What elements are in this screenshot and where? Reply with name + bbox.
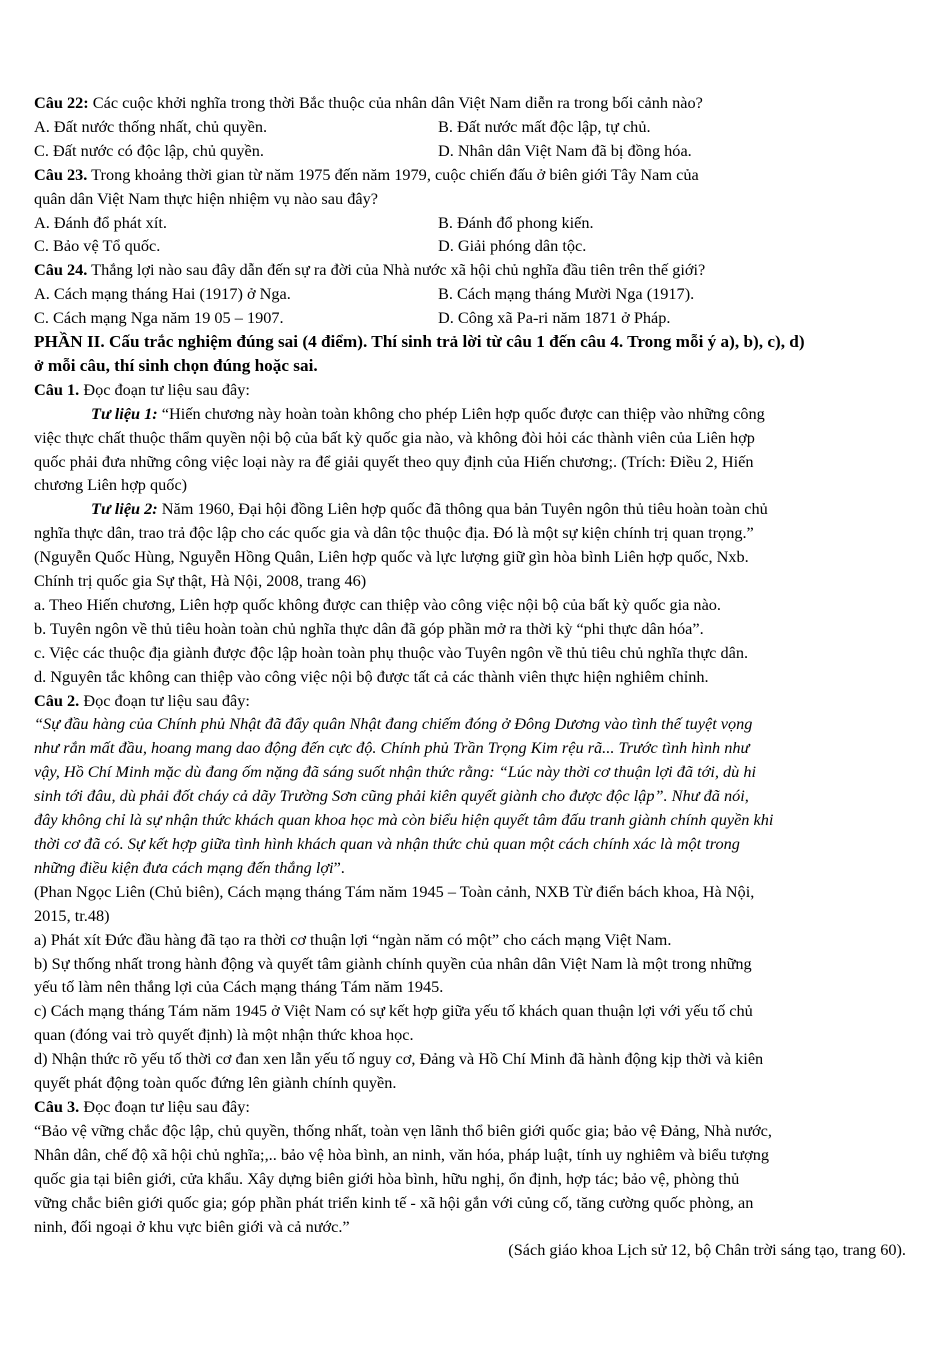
option-d: D. Công xã Pa-ri năm 1871 ở Pháp. <box>438 308 671 328</box>
citation: (Sách giáo khoa Lịch sử 12, bộ Chân trời sáng tạo, trang 60). <box>508 1240 906 1260</box>
options-row <box>34 234 906 258</box>
source-2: Tư liệu 2: Năm 1960, Đại hội đồng Liên hợp quốc đã thông qua bản Tuyên ngôn thủ tiêu hoàn toàn chủ <box>91 499 768 519</box>
question-label: Câu 22: <box>34 93 89 112</box>
question-intro: Đọc đoạn tư liệu sau đây: <box>79 379 250 399</box>
quote-line: đây không chỉ là sự nhận thức khách quan khoa học mà còn biểu hiện quyết tâm đấu tranh giành chính quyền khi <box>34 810 774 830</box>
document-page <box>34 91 906 1262</box>
options-row <box>34 306 906 330</box>
source-1-line: việc thực chất thuộc thẩm quyền nội bộ của bất kỳ quốc gia nào, và không đòi hỏi các thành viên của Liên hợp <box>34 427 755 447</box>
statement-d: d) Nhận thức rõ yếu tố thời cơ đan xen lẫn yếu tố nguy cơ, Đảng và Hồ Chí Minh đã hành động kịp thời và kiên <box>34 1049 764 1069</box>
question-23 <box>34 163 906 187</box>
statement-a: a. Theo Hiến chương, Liên hợp quốc không được can thiệp vào công việc nội bộ của bất kỳ quốc gia nào. <box>34 594 722 614</box>
question-1 <box>34 378 906 402</box>
quote-line: như rắn mất đầu, hoang mang dao động đến cực độ. Chính phủ Trần Trọng Kim rệu rã... Trước tình hình như <box>34 738 750 758</box>
quote-line: vậy, Hồ Chí Minh mặc dù đang ốm nặng đã sáng suốt nhận thức rằng: “Lúc này thời cơ thuận lợi đã tới, dù hi <box>34 762 756 782</box>
quote-line: sinh tới đâu, dù phải đốt cháy cả dãy Trường Sơn cũng phải kiên quyết giành cho được độc lập”. Như đã nói, <box>34 786 749 806</box>
question-intro: Đọc đoạn tư liệu sau đây: <box>79 690 250 710</box>
quote-line: quốc gia tại biên giới, cửa khẩu. Xây dựng biên giới hòa bình, hữu nghị, ổn định, hợp tác; bảo vệ, phòng thủ <box>34 1168 740 1188</box>
question-text: Trong khoảng thời gian từ năm 1975 đến năm 1979, cuộc chiến đấu ở biên giới Tây Nam của <box>87 164 699 184</box>
source-1: Tư liệu 1: “Hiến chương này hoàn toàn không cho phép Liên hợp quốc được can thiệp vào những công <box>91 403 765 423</box>
option-a: A. Cách mạng tháng Hai (1917) ở Nga. <box>34 284 291 304</box>
section-heading: PHẦN II. Cấu trắc nghiệm đúng sai (4 điểm). Thí sinh trả lời từ câu 1 đến câu 4. Trong mỗi ý a), b), c), d) <box>34 331 805 351</box>
option-b: B. Cách mạng tháng Mười Nga (1917). <box>438 284 695 304</box>
question-label: Câu 23. <box>34 164 88 184</box>
section-heading-cont: ở mỗi câu, thí sinh chọn đúng hoặc sai. <box>34 355 318 375</box>
statement-b-cont: yếu tố làm nên thắng lợi của Cách mạng tháng Tám năm 1945. <box>34 977 444 997</box>
option-c: C. Bảo vệ Tổ quốc. <box>34 236 161 256</box>
question-22 <box>34 91 906 115</box>
quote-line: những điều kiện đưa cách mạng đến thắng lợi”. <box>34 857 345 877</box>
source-2-line: Chính trị quốc gia Sự thật, Hà Nội, 2008, trang 46) <box>34 571 367 591</box>
question-intro: Đọc đoạn tư liệu sau đây: <box>79 1096 250 1116</box>
question-label: Câu 24. <box>34 260 88 280</box>
options-row <box>34 211 906 235</box>
citation: (Phan Ngọc Liên (Chủ biên), Cách mạng tháng Tám năm 1945 – Toàn cảnh, NXB Từ điển bách khoa, Hà Nội, <box>34 881 755 901</box>
source-1-line: chương Liên hợp quốc) <box>34 475 188 495</box>
source-1-line: quốc phải đưa những công việc loại này ra để giải quyết theo quy định của Hiến chương;. (Trích: Điều 2, Hiến <box>34 451 754 471</box>
option-b: B. Đánh đổ phong kiến. <box>438 212 594 232</box>
option-a: A. Đánh đổ phát xít. <box>34 212 167 232</box>
option-b: B. Đất nước mất độc lập, tự chủ. <box>438 116 651 136</box>
option-a: A. Đất nước thống nhất, chủ quyền. <box>34 116 268 136</box>
statement-d: d. Nguyên tắc không can thiệp vào công việc nội bộ được tất cả các thành viên thực hiện nghiêm chỉnh. <box>34 666 709 686</box>
option-d: D. Giải phóng dân tộc. <box>438 236 587 256</box>
source-2-line: nghĩa thực dân, trao trả độc lập cho các quốc gia và dân tộc thuộc địa. Đó là một sự kiện chính trị quan trọng.” <box>34 523 754 543</box>
statement-c: c) Cách mạng tháng Tám năm 1945 ở Việt Nam có sự kết hợp giữa yếu tố khách quan thuận lợi với yếu tố chủ <box>34 1001 753 1021</box>
question-label: Câu 3. <box>34 1096 80 1116</box>
option-d: D. Nhân dân Việt Nam đã bị đồng hóa. <box>438 140 692 160</box>
options-row <box>34 115 906 139</box>
question-text: Thắng lợi nào sau đây dẫn đến sự ra đời của Nhà nước xã hội chủ nghĩa đầu tiên trên thế giới? <box>87 260 706 280</box>
statement-c: c. Việc các thuộc địa giành được độc lập hoàn toàn phụ thuộc vào Tuyên ngôn về thủ tiêu chủ nghĩa thực dân. <box>34 642 749 662</box>
options-row <box>34 139 906 163</box>
option-c: C. Đất nước có độc lập, chủ quyền. <box>34 140 264 160</box>
question-24 <box>34 258 906 282</box>
question-2 <box>34 689 906 713</box>
question-label: Câu 2. <box>34 690 80 710</box>
question-label: Câu 1. <box>34 379 80 399</box>
quote-line: vững chắc biên giới quốc gia; góp phần phát triển kinh tế - xã hội gắn với củng cố, tăng cường quốc phòng, an <box>34 1192 754 1212</box>
question-3 <box>34 1095 906 1119</box>
statement-b: b. Tuyên ngôn về thủ tiêu hoàn toàn chủ nghĩa thực dân đã góp phần mở ra thời kỳ “phi thực dân hóa”. <box>34 618 704 638</box>
quote-line: Nhân dân, chế độ xã hội chủ nghĩa;,.. bảo vệ hòa bình, an ninh, văn hóa, pháp luật, tính uy nghiêm và biểu tượng <box>34 1144 770 1164</box>
quote-line: “Bảo vệ vững chắc độc lập, chủ quyền, thống nhất, toàn vẹn lãnh thổ biên giới quốc gia; bảo vệ Đảng, Nhà nước, <box>34 1120 772 1140</box>
statement-c-cont: quan (đóng vai trò quyết định) là một nhận thức khoa học. <box>34 1025 414 1045</box>
quote-line: ninh, đối ngoại ở khu vực biên giới và cả nước.” <box>34 1216 350 1236</box>
option-c: C. Cách mạng Nga năm 19 05 – 1907. <box>34 308 284 328</box>
statement-b: b) Sự thống nhất trong hành động và quyết tâm giành chính quyền của nhân dân Việt Nam là một trong những <box>34 953 752 973</box>
source-label: Tư liệu 2: <box>91 499 158 519</box>
statement-a: a) Phát xít Đức đầu hàng đã tạo ra thời cơ thuận lợi “ngàn năm có một” cho cách mạng Việt Nam. <box>34 929 672 949</box>
source-2-line: (Nguyễn Quốc Hùng, Nguyễn Hồng Quân, Liên hợp quốc và lực lượng giữ gìn hòa bình Liên hợp quốc, Nxb. <box>34 547 749 567</box>
question-text: Các cuộc khởi nghĩa trong thời Bắc thuộc của nhân dân Việt Nam diễn ra trong bối cảnh nào? <box>88 93 703 112</box>
quote-line: thời cơ đã có. Sự kết hợp giữa tình hình khách quan và nhận thức chủ quan một cách chính xác là một trong <box>34 834 740 853</box>
quote-line: “Sự đầu hàng của Chính phủ Nhật đã đẩy quân Nhật đang chiếm đóng ở Đông Dương vào tình thế tuyệt vọng <box>34 714 753 734</box>
citation: 2015, tr.48) <box>34 905 110 925</box>
question-text-cont: quân dân Việt Nam thực hiện nhiệm vụ nào sau đây? <box>34 188 378 208</box>
statement-d-cont: quyết phát động toàn quốc đứng lên giành chính quyền. <box>34 1073 397 1093</box>
options-row <box>34 282 906 306</box>
source-label: Tư liệu 1: <box>91 403 158 423</box>
